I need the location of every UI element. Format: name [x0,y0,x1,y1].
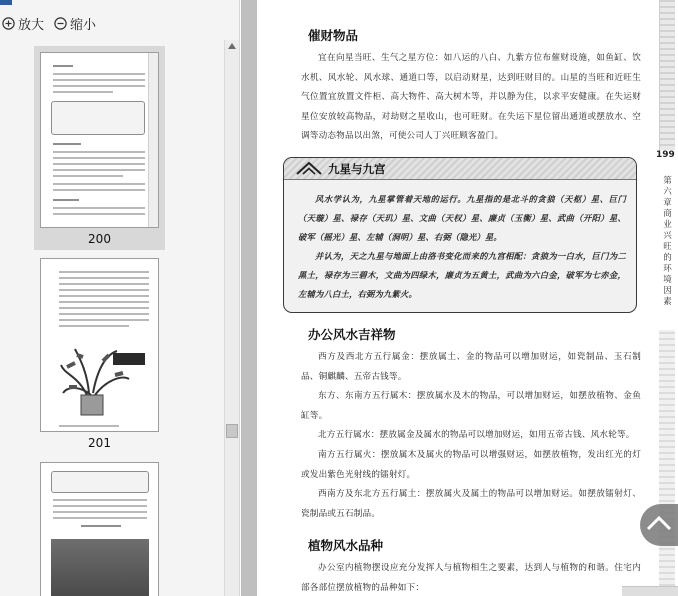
zoom-out-label: 缩小 [70,17,97,33]
section-paragraph: 北方五行属水：摆放属金及属水的物品可以增加财运，如用五帝古钱、风水轮等。 [318,430,635,441]
thumbnail-page-number: 201 [88,436,111,450]
thumbnail-page-number: 200 [88,232,111,246]
back-to-top-button[interactable] [640,504,678,546]
house-icon [296,161,322,180]
zoom-in-icon [2,17,15,30]
section-paragraph: 宜在向星当旺、生气之星方位：如八运的八白、九紫方位布催财设施，如鱼缸、饮水机、风水轮、风水球、通道口等，以启动财星，达到旺财目的。山星的当旺和近旺生气位置宜放置文件柜、高大物件、高大树木等，并以静为住，以求平安健康。在失运财星位安放较高物品，对劫财之星收山，也可旺财。在失运下星位留出通道或摆放水、空调等动态物品以出煞，可使公司人丁兴旺顾客盈门。 [301,53,641,142]
thumbnail-preview [40,52,159,228]
section-title: 办公风水吉祥物 [308,326,396,342]
section [301,536,641,596]
zoom-in-button[interactable] [2,14,44,33]
section-paragraph: 西方及西北方五行属金：摆放属土、金的物品可以增加财运，如瓷制品、玉石制品、铜麒麟、五帝古钱等。 [301,351,641,382]
scrollbar-thumb[interactable] [226,424,238,438]
document-viewer [241,0,678,596]
thumbnail-scrollbar[interactable] [224,40,239,596]
thumbnail-sidebar [0,0,240,596]
info-box-paragraph: 风水学认为，九星掌管着天地的运行。九星指的是北斗的贪狼（天枢）星、巨门（天璇）星、禄存（天玑）星、文曲（天权）星、廉贞（玉衡）星、武曲（开阳）星、破军（摇光）星、左辅（洞明）星、右弼（隐光）星。 [298,193,626,242]
section-title: 植物风水品种 [308,538,384,554]
page-number: 199 [656,150,675,160]
margin-decoration [659,330,675,596]
chevron-up-icon [646,515,672,535]
margin-decoration [659,0,675,150]
thumbnail-preview [40,462,159,596]
thumbnail-photo [51,539,149,596]
thumbnail-page-200[interactable] [34,46,165,250]
window-accent-corner [0,0,12,5]
scroll-up-arrow-icon[interactable] [228,43,236,49]
plant-image-icon [57,335,147,425]
info-box-paragraph: 并认为，天之九星与地面上由洛书变化而来的九宫相配：贪狼为一白水，巨门为二黑土，禄存为三碧木，文曲为四绿木，廉贞为五黄土，武曲为六白金，破军为七赤金，左辅为八白土，右弼为九紫火。 [298,250,626,299]
thumbnail-page-201[interactable] [40,258,159,450]
thumbnail-list [0,40,224,596]
thumbnail-preview [40,258,159,432]
section-paragraph: 西南方及东北方五行属土：摆放属火及属土的物品可以增加财运。如摆放镭射灯、瓷制品或五石制品。 [301,489,641,519]
thumbnail-toolbar [0,10,226,36]
thumbnail-page-202[interactable] [40,462,159,596]
section [301,325,641,524]
zoom-out-button[interactable] [54,14,96,33]
page-content [298,26,641,596]
document-page [257,0,678,596]
section-title: 催财物品 [308,28,359,43]
section-paragraph: 东方、东南方五行属木：摆放属水及木的物品，可以增加财运，如摆放植物、金鱼缸等。 [301,391,641,421]
zoom-out-icon [54,17,67,30]
section-paragraph: 南方五行属火：摆放属木及属火的物品可以增强财运，如摆放植物，发出红光的灯或发出紫色光射线的镭射灯。 [301,449,641,480]
zoom-in-label: 放大 [18,17,45,33]
horizontal-scrollbar[interactable] [622,586,678,596]
section-paragraph: 办公室内植物摆设应充分发挥人与植物相生之要素，达到人与植物的和谐。住宅内部各部位摆放植物的品种如下： [301,563,641,593]
chapter-label: 第六章 商业兴旺的环境因素 [663,176,672,307]
info-box-header [284,158,636,180]
info-box [283,157,637,313]
info-box-title: 九星与九宫 [328,161,386,176]
